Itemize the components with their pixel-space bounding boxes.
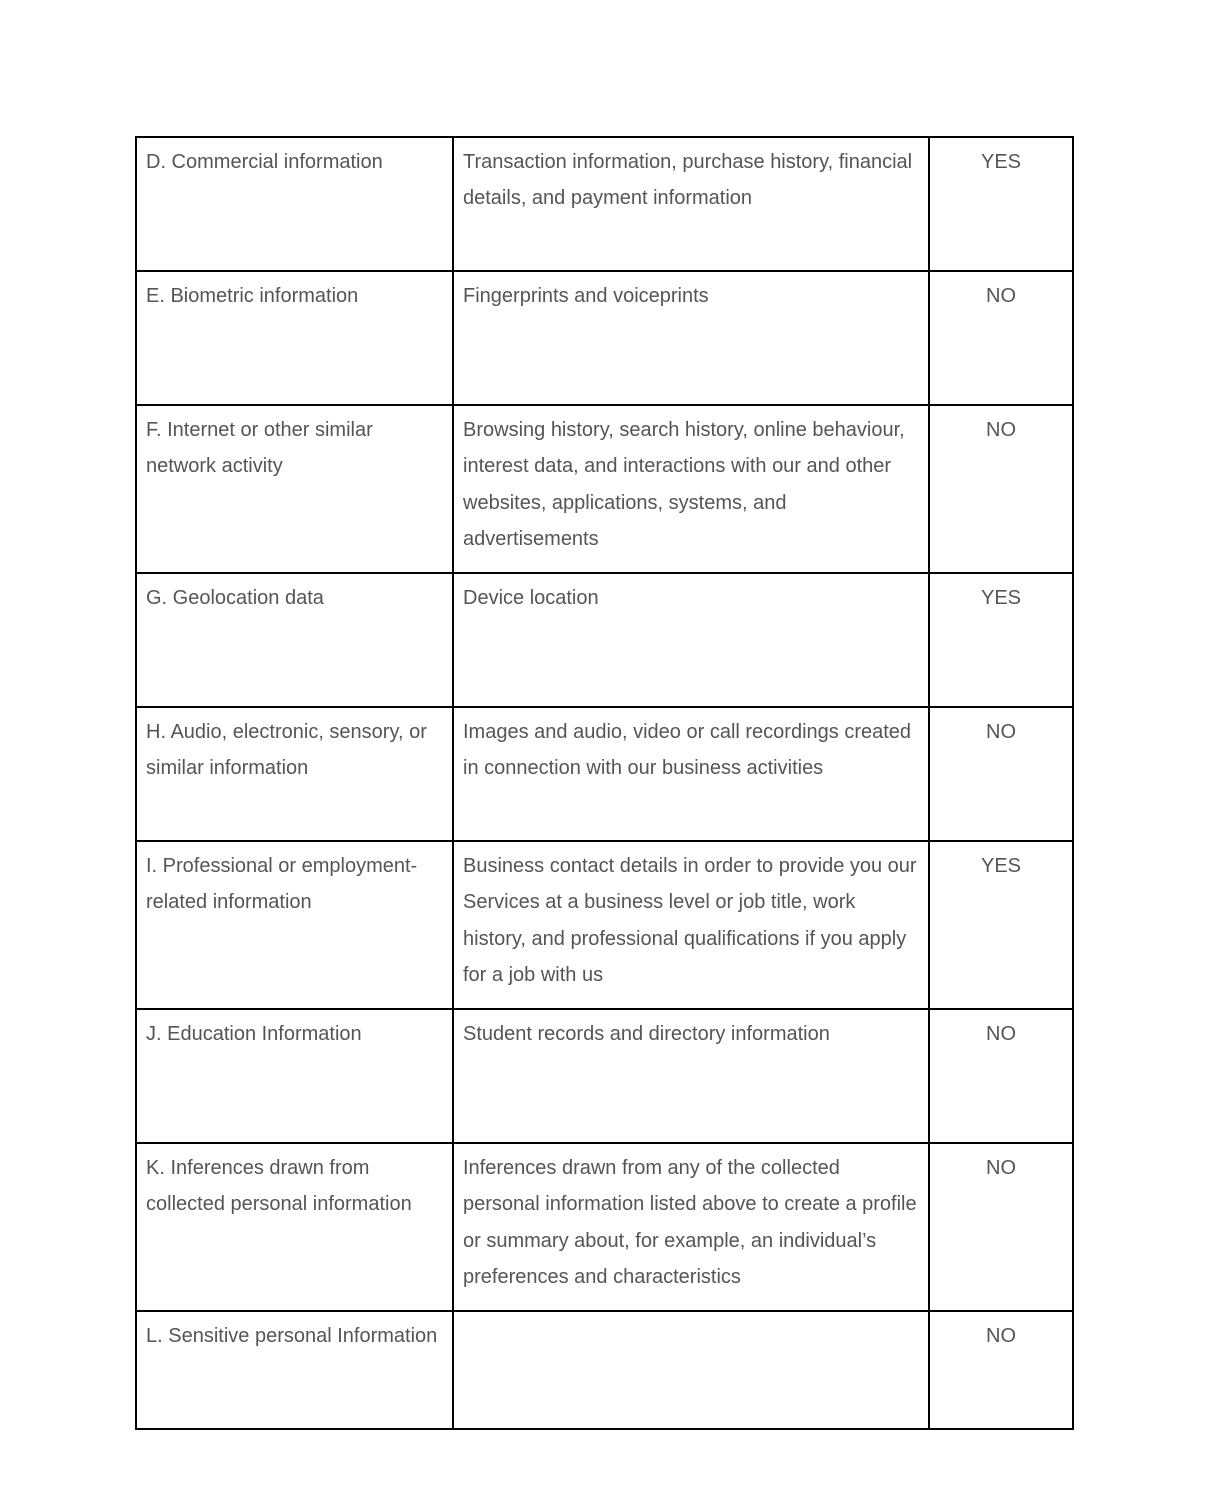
collected-cell: NO xyxy=(929,1143,1073,1311)
examples-cell: Browsing history, search history, online behaviour, interest data, and interactions with our and other websites, applications, systems, and advertisements xyxy=(453,405,929,573)
category-cell: H. Audio, electronic, sensory, or similar information xyxy=(136,707,453,841)
category-cell: E. Biometric information xyxy=(136,271,453,405)
examples-cell: Transaction information, purchase history, financial details, and payment information xyxy=(453,137,929,271)
table-row xyxy=(136,1009,1073,1143)
category-cell: L. Sensitive personal Information xyxy=(136,1311,453,1429)
category-cell: F. Internet or other similar network activity xyxy=(136,405,453,573)
table-row xyxy=(136,841,1073,1009)
examples-cell: Student records and directory information xyxy=(453,1009,929,1143)
examples-cell: Images and audio, video or call recordings created in connection with our business activities xyxy=(453,707,929,841)
examples-cell: Device location xyxy=(453,573,929,707)
table-row xyxy=(136,1143,1073,1311)
collected-cell: YES xyxy=(929,841,1073,1009)
examples-cell: Fingerprints and voiceprints xyxy=(453,271,929,405)
category-cell: D. Commercial information xyxy=(136,137,453,271)
examples-cell xyxy=(453,1311,929,1429)
table-row xyxy=(136,573,1073,707)
table-row xyxy=(136,707,1073,841)
collected-cell: NO xyxy=(929,1009,1073,1143)
collected-cell: NO xyxy=(929,1311,1073,1429)
collected-cell: NO xyxy=(929,707,1073,841)
table-row xyxy=(136,271,1073,405)
examples-cell: Business contact details in order to provide you our Services at a business level or job title, work history, and professional qualifications if you apply for a job with us xyxy=(453,841,929,1009)
category-cell: J. Education Information xyxy=(136,1009,453,1143)
category-cell: G. Geolocation data xyxy=(136,573,453,707)
table-row xyxy=(136,137,1073,271)
table-row xyxy=(136,405,1073,573)
category-cell: I. Professional or employment-related information xyxy=(136,841,453,1009)
collected-cell: NO xyxy=(929,271,1073,405)
collected-cell: YES xyxy=(929,137,1073,271)
table-row xyxy=(136,1311,1073,1429)
examples-cell: Inferences drawn from any of the collected personal information listed above to create a profile or summary about, for example, an individual’s preferences and characteristics xyxy=(453,1143,929,1311)
personal-information-categories-table xyxy=(135,136,1074,1430)
collected-cell: NO xyxy=(929,405,1073,573)
category-cell: K. Inferences drawn from collected personal information xyxy=(136,1143,453,1311)
collected-cell: YES xyxy=(929,573,1073,707)
